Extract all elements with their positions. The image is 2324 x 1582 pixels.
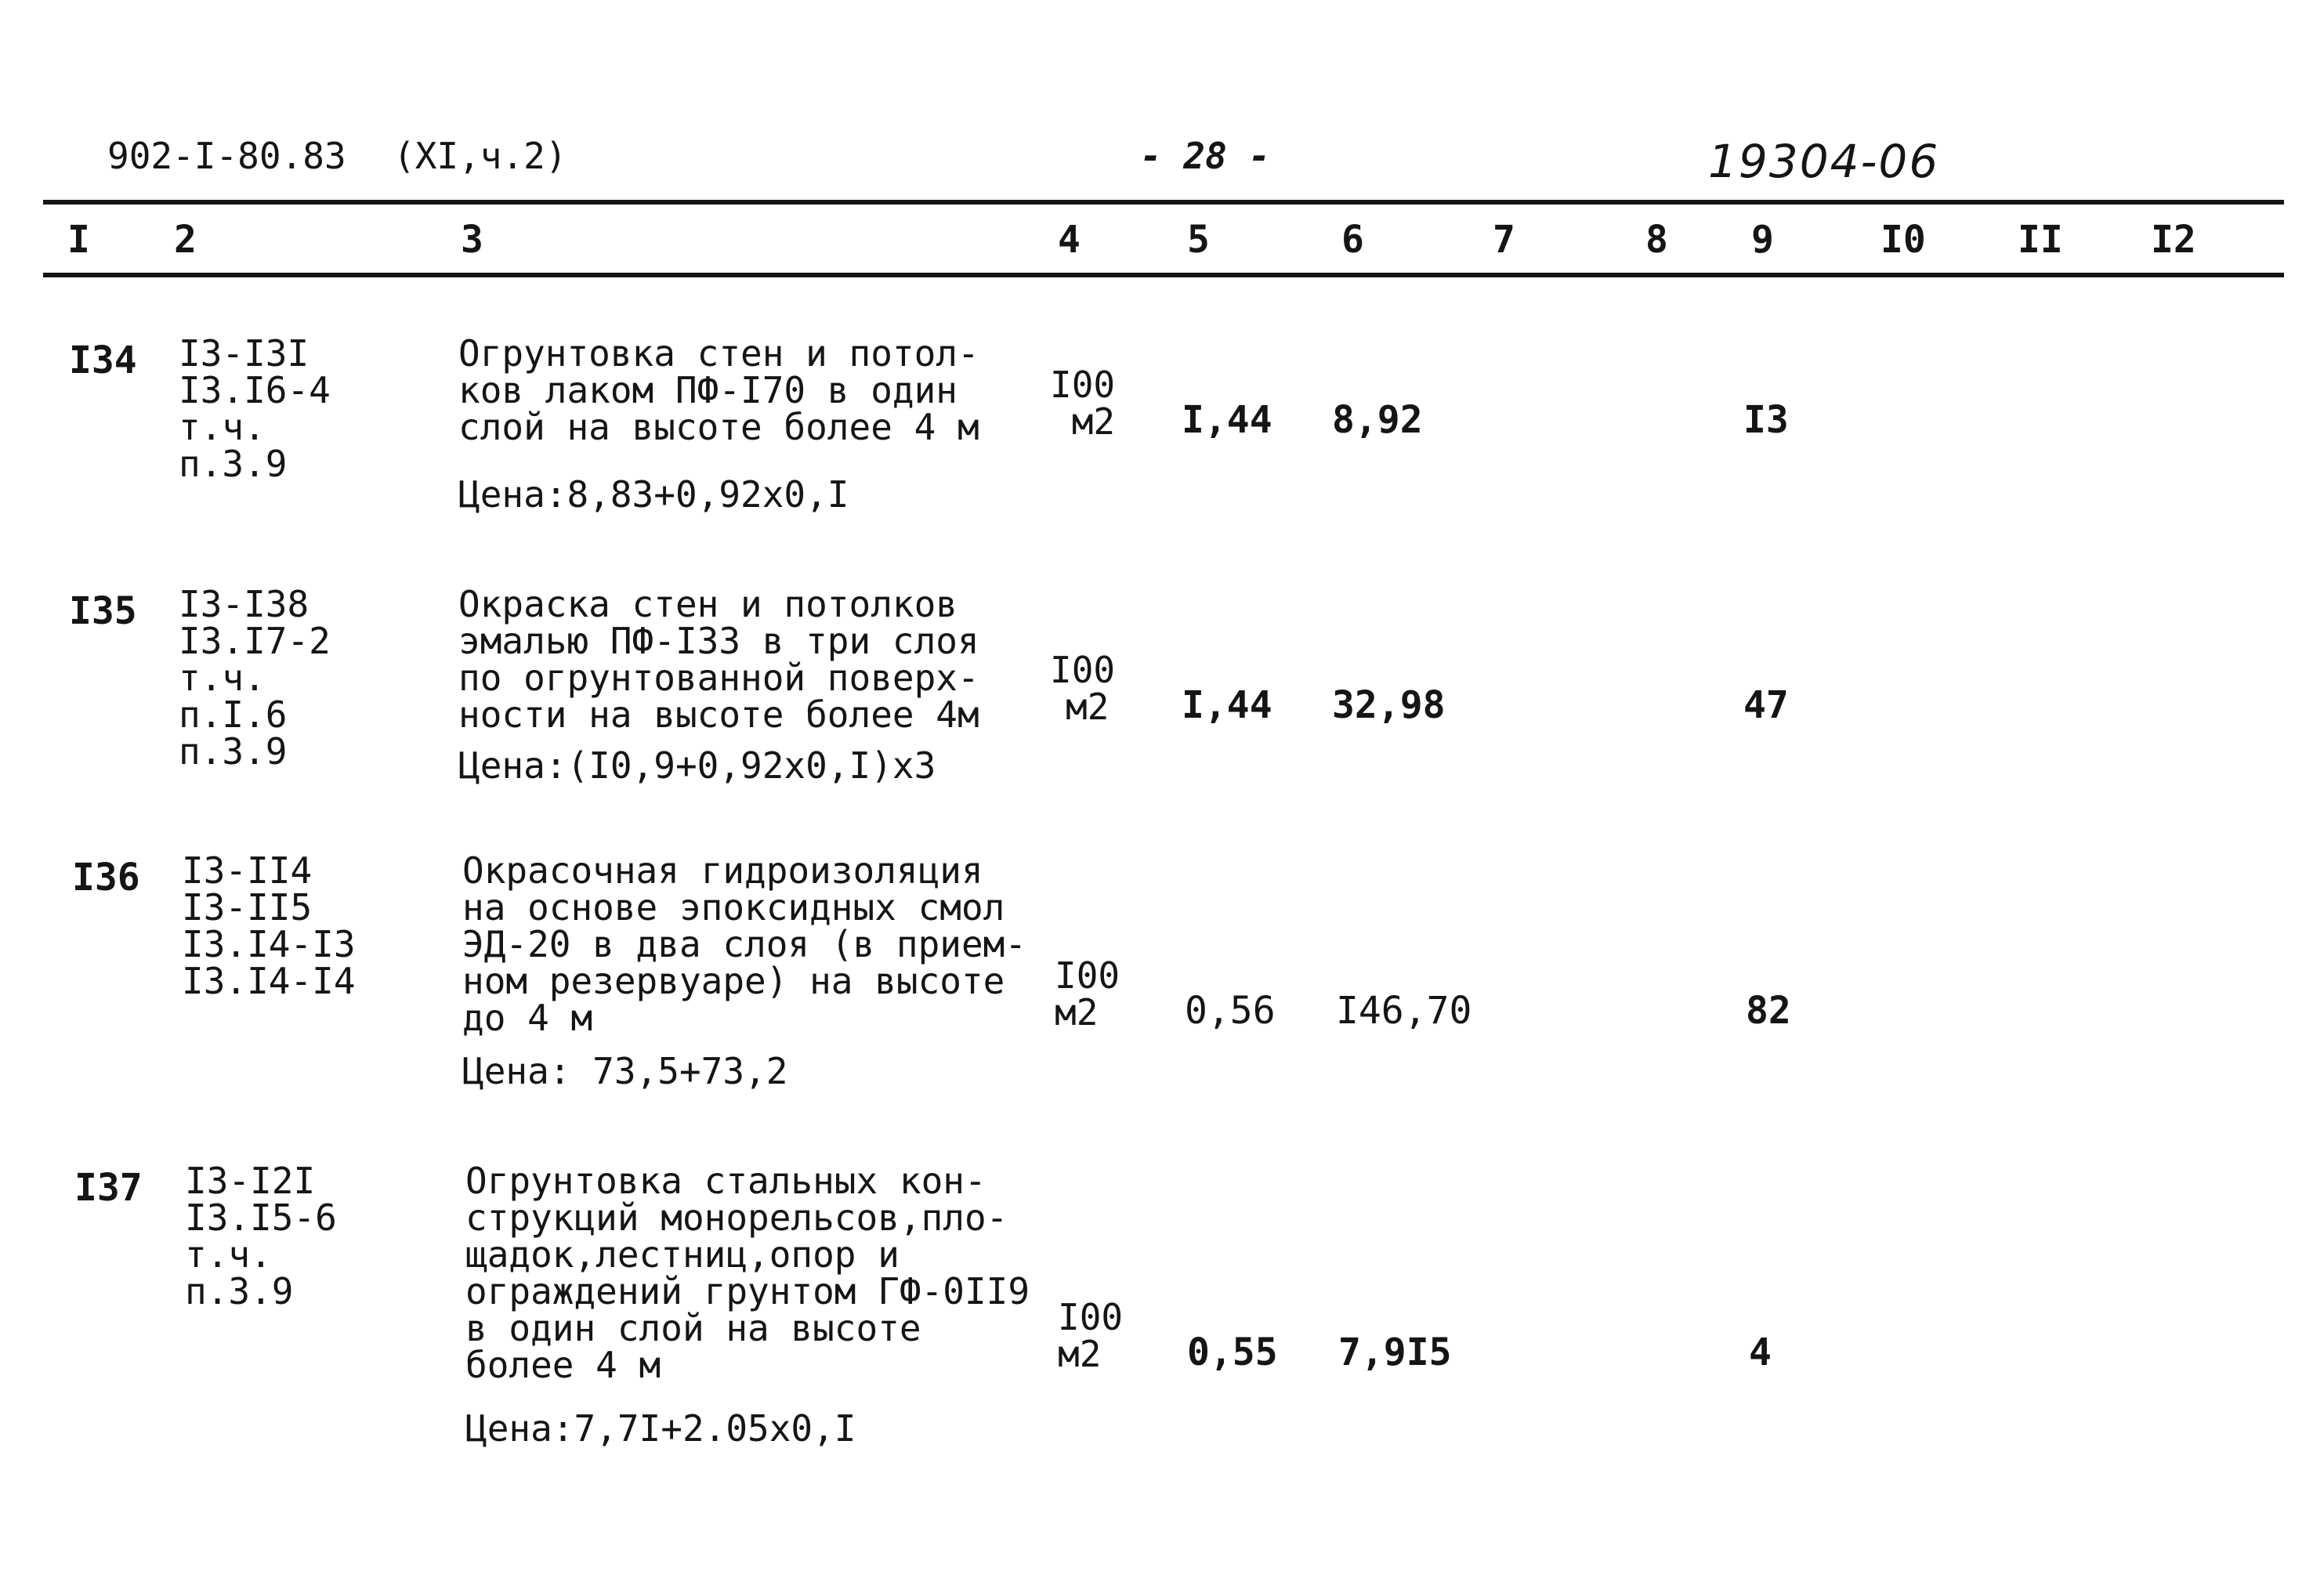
description-line: ограждений грунтом ГФ-0II9 [465, 1270, 1030, 1312]
quantity: I,44 [1182, 683, 1272, 727]
column-header-6: 6 [1341, 218, 1364, 262]
description-line: слой на высоте более 4 м [458, 406, 979, 448]
norm-code: I3-II5 [182, 886, 313, 929]
description-line: ков лаком ПФ-I70 в один [458, 369, 957, 411]
description-line: эмалью ПФ-I33 в три слоя [458, 620, 979, 662]
quantity: 0,55 [1187, 1330, 1278, 1374]
column-header-11: II [2018, 218, 2063, 262]
top-rule [43, 200, 2284, 205]
description-line: на основе эпоксидных смол [462, 886, 1005, 929]
unit-measure: м2 [1066, 686, 1110, 728]
column-9-value: 47 [1743, 683, 1789, 727]
row-number: I37 [74, 1166, 143, 1210]
column-header-9: 9 [1751, 218, 1774, 262]
work-description [458, 332, 979, 448]
column-header-4: 4 [1058, 218, 1081, 262]
page-number: - 28 - [1140, 135, 1271, 177]
column-header-1: I [67, 218, 90, 262]
description-line: Окрасочная гидроизоляция [462, 849, 983, 892]
norm-codes [179, 583, 331, 773]
description-line: щадок,лестниц,опор и [465, 1233, 900, 1276]
work-description [458, 583, 979, 736]
norm-code: I3.I4-I4 [182, 960, 356, 1002]
description-line: ЭД-20 в два слоя (в прием- [462, 923, 1027, 965]
row-number: I36 [72, 856, 140, 900]
work-description [462, 849, 1027, 1039]
norm-codes [185, 1160, 337, 1312]
unit-cost: I46,70 [1336, 989, 1472, 1033]
volume-label: (XI,ч.2) [393, 135, 567, 177]
norm-code: I3-I2I [185, 1160, 316, 1202]
description-line: Огрунтовка стальных кон- [465, 1160, 986, 1202]
norm-code: т.ч. [179, 406, 266, 448]
unit-cost: 7,9I5 [1338, 1330, 1452, 1374]
description-line: струкций монорельсов,пло- [465, 1196, 1008, 1239]
quantity: 0,56 [1185, 989, 1276, 1033]
norm-code: I3-II4 [182, 849, 313, 892]
quantity: I,44 [1182, 398, 1272, 442]
column-9-value: I3 [1743, 398, 1789, 442]
unit-value: I00 [1058, 1296, 1124, 1338]
column-header-3: 3 [461, 218, 483, 262]
row-number: I34 [69, 338, 137, 382]
column-header-10: I0 [1881, 218, 1926, 262]
unit-value: I00 [1055, 954, 1120, 997]
unit-value: I00 [1050, 364, 1116, 406]
column-header-8: 8 [1645, 218, 1668, 262]
description-line: более 4 м [465, 1344, 661, 1386]
unit-measure: м2 [1071, 400, 1116, 443]
norm-code: I3.I5-6 [185, 1196, 337, 1239]
unit-cost: 8,92 [1332, 398, 1423, 442]
unit-measure: м2 [1055, 991, 1099, 1034]
norm-codes [179, 332, 331, 485]
column-9-value: 4 [1749, 1330, 1772, 1374]
column-9-value: 82 [1746, 989, 1791, 1033]
norm-code: т.ч. [179, 657, 266, 699]
header-bottom-rule [43, 273, 2284, 277]
norm-codes [182, 849, 356, 1002]
norm-code: п.3.9 [179, 443, 288, 485]
description-line: ном резервуаре) на высоте [462, 960, 1005, 1002]
row-number: I35 [69, 589, 137, 633]
description-line: Огрунтовка стен и потол- [458, 332, 979, 375]
norm-code: I3.I6-4 [179, 369, 331, 411]
work-description [465, 1160, 1030, 1386]
norm-code: п.3.9 [185, 1270, 294, 1312]
unit [1050, 649, 1116, 728]
description-line: в один слой на высоте [465, 1307, 921, 1349]
unit [1050, 364, 1116, 443]
price-formula: Цена: 73,5+73,2 [462, 1050, 788, 1092]
norm-code: I3.I4-I3 [182, 923, 356, 965]
description-line: ности на высоте более 4м [458, 693, 979, 736]
unit [1055, 954, 1120, 1034]
price-formula: Цена:(I0,9+0,92х0,I)х3 [458, 744, 936, 787]
norm-code: т.ч. [185, 1233, 272, 1276]
description-line: Окраска стен и потолков [458, 583, 957, 625]
norm-code: I3.I7-2 [179, 620, 331, 662]
description-line: до 4 м [462, 997, 593, 1039]
unit-cost: 32,98 [1332, 683, 1446, 727]
norm-code: I3-I3I [179, 332, 310, 375]
description-line: по огрунтованной поверх- [458, 657, 979, 699]
norm-code: п.I.6 [179, 693, 288, 736]
column-header-12: I2 [2151, 218, 2196, 262]
column-header-5: 5 [1187, 218, 1210, 262]
unit-measure: м2 [1058, 1333, 1102, 1375]
price-formula: Цена:7,7I+2.05х0,I [465, 1407, 856, 1450]
document-code: 902-I-80.83 [107, 135, 346, 177]
registration-number: 19304-06 [1708, 135, 1940, 188]
unit-value: I00 [1050, 649, 1116, 691]
unit [1058, 1296, 1124, 1375]
norm-code: п.3.9 [179, 730, 288, 773]
column-header-7: 7 [1493, 218, 1515, 262]
column-header-2: 2 [174, 218, 197, 262]
norm-code: I3-I38 [179, 583, 310, 625]
price-formula: Цена:8,83+0,92х0,I [458, 473, 849, 516]
